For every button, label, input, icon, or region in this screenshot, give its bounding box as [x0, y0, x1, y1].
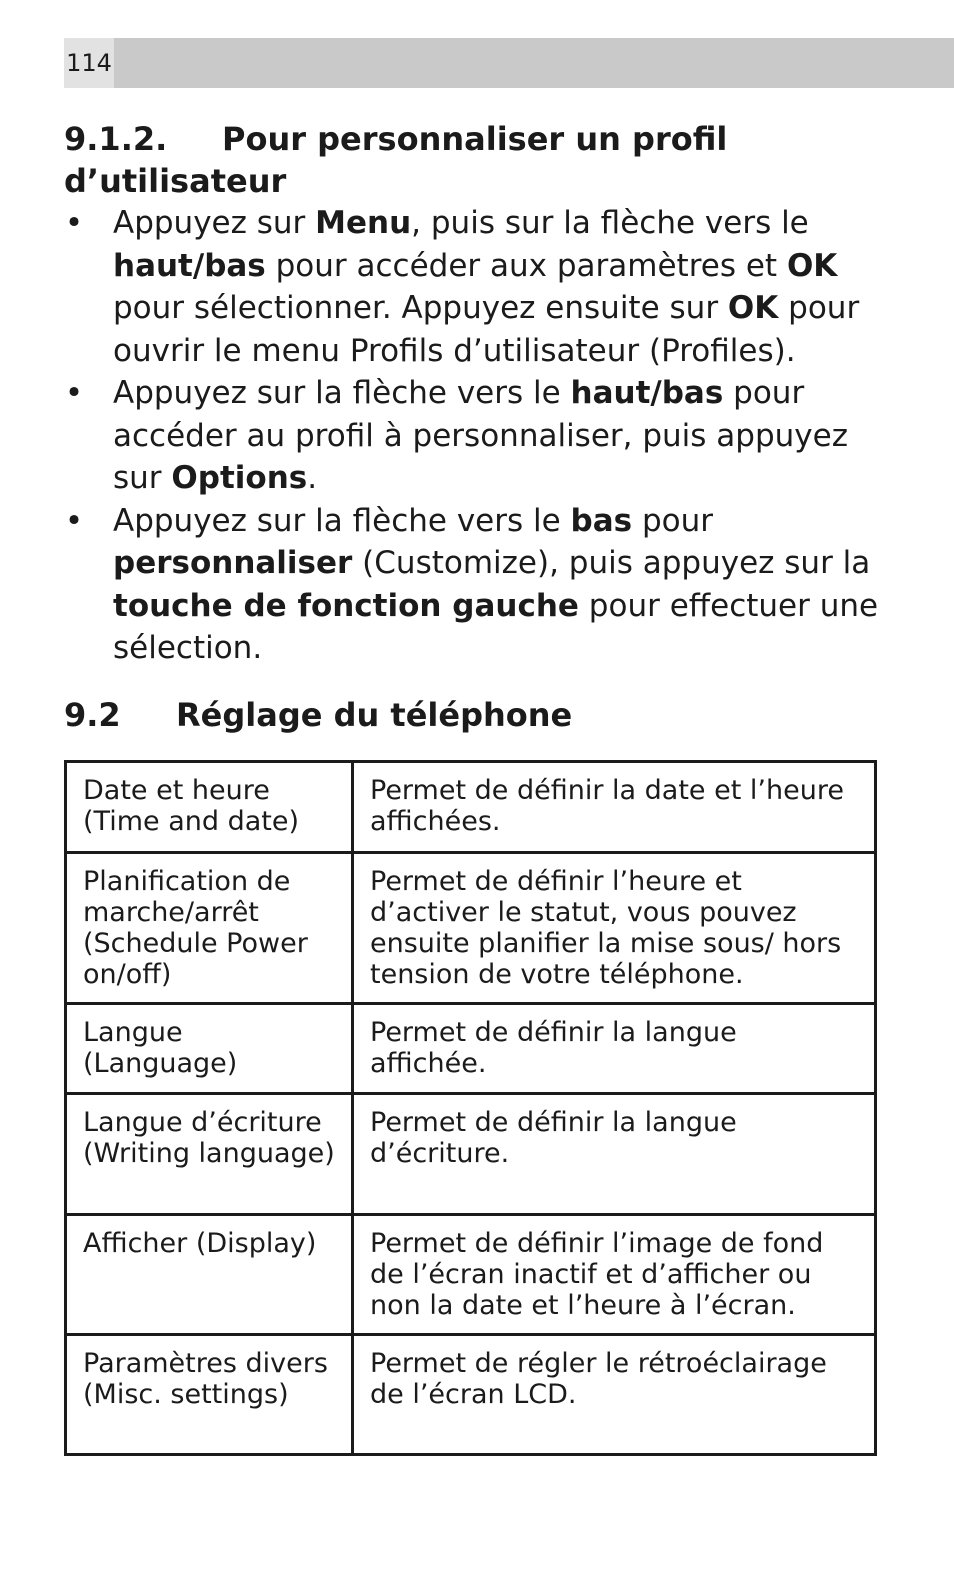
setting-description-cell: Permet de définir la date et l’heure affichées.	[353, 762, 876, 853]
page-header-bar	[64, 38, 954, 88]
setting-description-cell: Permet de définir la langue affichée.	[353, 1004, 876, 1094]
setting-description-cell: Permet de régler le rétroéclairage de l’écran LCD.	[353, 1335, 876, 1455]
setting-name-cell: Paramètres divers (Misc. settings)	[66, 1335, 353, 1455]
bullet-icon: •	[64, 375, 84, 411]
settings-table	[64, 760, 877, 1456]
setting-name-cell: Planification de marche/arrêt (Schedule Power on/off)	[66, 853, 353, 1004]
table-row	[66, 762, 876, 853]
section-title: Réglage du téléphone	[176, 696, 573, 734]
section-number: 9.2	[64, 696, 121, 734]
setting-description-cell: Permet de définir la langue d’écriture.	[353, 1094, 876, 1215]
table-row	[66, 853, 876, 1004]
table-row	[66, 1094, 876, 1215]
instruction-item: • Appuyez sur la flèche vers le haut/bas pour accéder au profil à personnaliser, puis appuyez sur Options.	[64, 372, 894, 500]
instruction-item: • Appuyez sur la flèche vers le bas pour personnaliser (Customize), puis appuyez sur la touche de fonction gauche pour effectuer une sélection.	[64, 500, 894, 670]
section-heading-9-1-2	[64, 118, 864, 202]
setting-name-cell: Date et heure (Time and date)	[66, 762, 353, 853]
table-row	[66, 1335, 876, 1455]
bullet-icon: •	[64, 502, 84, 539]
setting-name-cell: Langue d’écriture (Writing language)	[66, 1094, 353, 1215]
bullet-icon: •	[64, 205, 84, 241]
section-title: Pour personnaliser un profil d’utilisateur	[64, 120, 728, 200]
table-row	[66, 1004, 876, 1094]
section-number: 9.1.2.	[64, 120, 168, 158]
instruction-list	[64, 202, 894, 670]
setting-description-cell: Permet de définir l’image de fond de l’écran inactif et d’afficher ou non la date et l’heure à l’écran.	[353, 1215, 876, 1335]
section-heading-9-2	[64, 694, 572, 736]
page-number: 114	[64, 38, 114, 88]
table-row	[66, 1215, 876, 1335]
setting-name-cell: Afficher (Display)	[66, 1215, 353, 1335]
instruction-item: • Appuyez sur Menu, puis sur la flèche vers le haut/bas pour accéder aux paramètres et OK pour sélectionner. Appuyez ensuite sur OK pour ouvrir le menu Profils d’utilisateur (Profiles).	[64, 202, 894, 372]
setting-description-cell: Permet de définir l’heure et d’activer le statut, vous pouvez ensuite planifier la mise sous/ hors tension de votre téléphone.	[353, 853, 876, 1004]
setting-name-cell: Langue (Language)	[66, 1004, 353, 1094]
